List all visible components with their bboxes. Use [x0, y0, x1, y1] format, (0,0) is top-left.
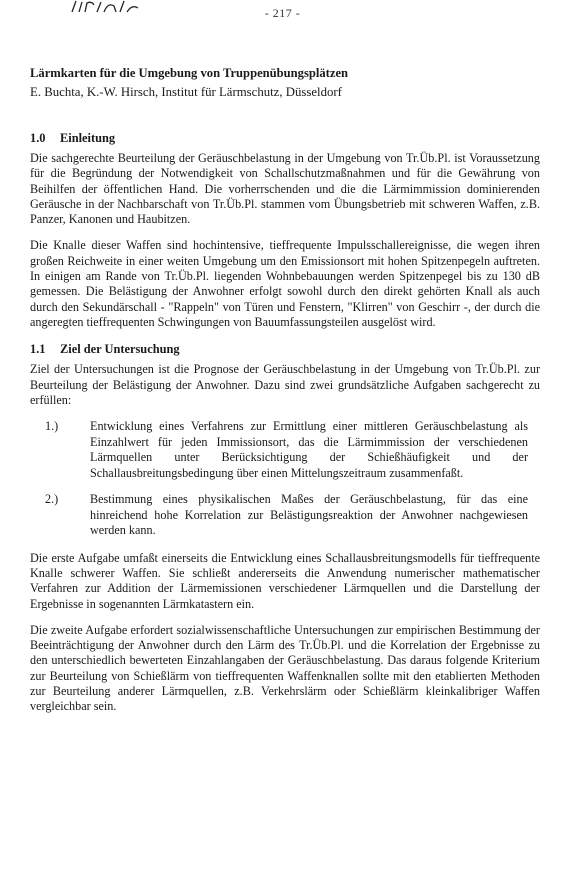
task-list — [30, 419, 540, 539]
list-item — [30, 492, 540, 539]
document-body — [30, 66, 540, 726]
paragraph: Die Knalle dieser Waffen sind hochintensive, tieffrequente Impulsschallereignisse, die wegen ihren großen Reichweite in einer weiten Umgebung um den Emissionsort mit hohen Spitzenpegeln auftreten. In einigen am Rande von Tr.Üb.Pl. liegenden Wohnbebauungen werden Spitzenpegel bis zu 130 dB gemessen. Die Belästigung der Anwohner erfolgt sowohl durch den direkt gehörten Knall als auch durch den Sekundärschall - "Rappeln" von Türen und Fenstern, "Klirren" von Geschirr -, der durch die angeregten tieffrequenten Schwingungen von Bauumfassungsteilen ausgelöst wird. — [30, 238, 540, 329]
document-title: Lärmkarten für die Umgebung von Truppenübungsplätzen — [30, 66, 349, 80]
section-number: 1.0 — [30, 131, 46, 145]
list-item-text: Bestimmung eines physikalischen Maßes der Geräuschbelastung, für das eine hinreichend hohe Korrelation zur Belästigungsreaktion der Anwohner nachgewiesen werden kann. — [90, 492, 528, 538]
section-title: Einleitung — [60, 131, 116, 145]
document-authors: E. Buchta, K.-W. Hirsch, Institut für Lärmschutz, Düsseldorf — [30, 85, 342, 99]
section-heading-einleitung — [30, 131, 540, 146]
list-item — [30, 419, 540, 481]
page-number: - 217 - — [264, 6, 301, 20]
list-item-number: 1.) — [45, 419, 59, 434]
paragraph: Ziel der Untersuchungen ist die Prognose der Geräuschbelastung in der Umgebung von Tr.Üb.Pl. zur Beurteilung der Belästigung der Anwohner. Dazu sind zwei grundsätzliche Aufgaben sachgerecht zu erfüllen: — [30, 362, 540, 407]
list-item-number: 2.) — [45, 492, 59, 507]
paragraph: Die zweite Aufgabe erfordert sozialwissenschaftliche Untersuchungen zur empirischen Bestimmung der Beeinträchtigung der Anwohner durch den Lärm des Tr.Üb.Pl. und die Korrelation der Ergebnisse zu den unterschiedlich bewerteten Einzahlangaben der Geräuschbelastung. Das daraus folgende Kriterium zur Beurteilung von Schießlärm von tieffrequenten Waffenknallen sollte mit den etablierten Methoden zur Beurteilung anderer Lärmquellen, z.B. Verkehrslärm oder Schießlärm kleinkalibriger Waffen vergleichbar sein. — [30, 622, 540, 714]
paragraph: Die erste Aufgabe umfaßt einerseits die Entwicklung eines Schallausbreitungsmodells für tieffrequente Knalle schwerer Waffen. Sie schließt andererseits die Anwendung numerischer mathematischer Verfahren zur Addition der Lärmemissionen verschiedener Lärmquellen und die Darstellung der Ergebnisse in sogenannten Lärmkatastern ein. — [30, 550, 540, 611]
section-number: 1.1 — [30, 342, 46, 357]
section-title: Ziel der Untersuchung — [60, 342, 180, 357]
list-item-text: Entwicklung eines Verfahrens zur Ermittlung einer mittleren Geräuschbelastung als Einzahlwert für jeden Immissionsort, das die Lärmimmission der verschiedenen Lärmquellen unter Berücksichtigung der Schießhäufigkeit und der Schallausbreitungsbedingung über einen Mittelungszeitraum zusammenfaßt. — [90, 419, 528, 480]
paragraph: Die sachgerechte Beurteilung der Geräuschbelastung in der Umgebung von Tr.Üb.Pl. ist Voraussetzung für die Begründung der Notwendigkeit von Schallschutzmaßnahmen und für die Gewährung von Beihilfen der öffentlichen Hand. Die vorherrschenden und die die Lärmimmission dominierenden Geräusche in der Nachbarschaft von Tr.Üb.Pl. stammen vom Übungsbetrieb mit schweren Waffen, z.B. Panzer, Kanonen und Haubitzen. — [30, 151, 540, 227]
section-heading-ziel — [30, 342, 540, 357]
